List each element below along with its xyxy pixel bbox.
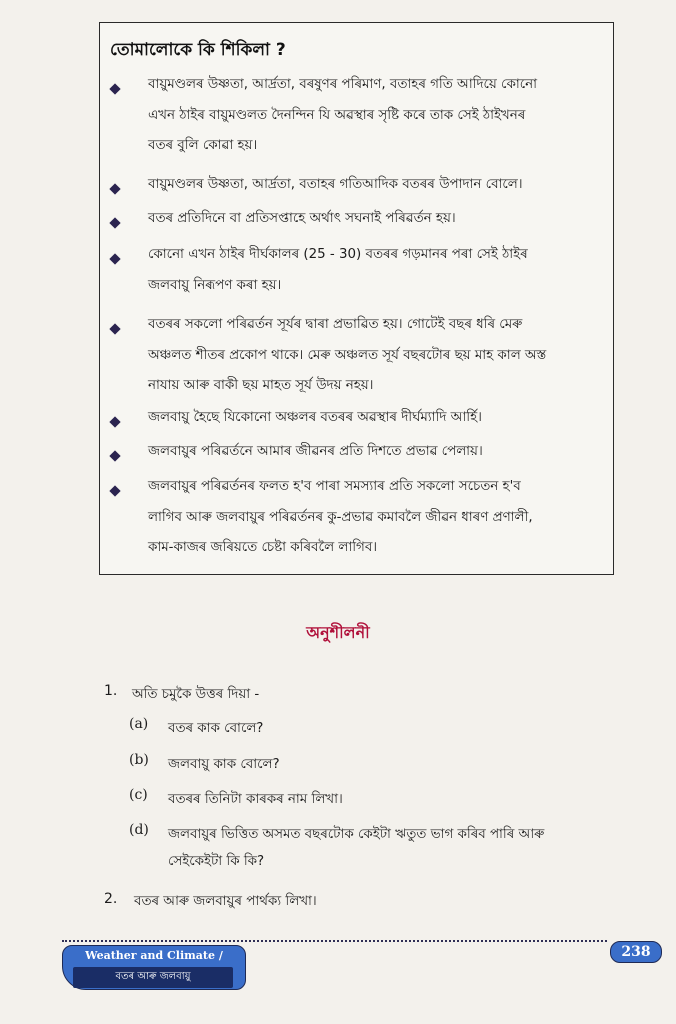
exercise-title: অনুশীলনী <box>306 623 370 642</box>
bullet-line: বায়ুমণ্ডলৰ উষ্ণতা, আৰ্দ্ৰতা, বৰষুণৰ পৰিমাণ, বতাহৰ গতি আদিয়ে কোনো <box>148 77 537 92</box>
bullet-line: কাম-কাজৰ জৰিয়তে চেষ্টা কৰিবলৈ লাগিব। <box>148 540 378 555</box>
footer-divider <box>62 940 607 942</box>
bullet-line: লাগিব আৰু জলবায়ুৰ পৰিৱৰ্তনৰ কু-প্ৰভাৱ কমাবলৈ জীৱন ধাৰণ প্ৰণালী, <box>148 509 533 525</box>
diamond-bullet-icon <box>109 485 120 496</box>
bullet-line: জলবায়ুৰ পৰিৱৰ্তনৰ ফলত হ'ব পাৰা সমস্যাৰ প্ৰতি সকলো সচেতন হ'ব <box>148 479 521 494</box>
bullet-line: জলবায়ু নিৰূপণ কৰা হয়। <box>148 277 282 293</box>
question-number: 1. <box>104 683 118 699</box>
question-text: অতি চমুকৈ উত্তৰ দিয়া - <box>132 687 260 702</box>
sub-question-label: (a) <box>129 716 149 732</box>
chapter-title-assamese: বতৰ আৰু জলবায়ু <box>73 967 233 988</box>
diamond-bullet-icon <box>109 183 120 194</box>
bullet-line: জলবায়ু হৈছে যিকোনো অঞ্চলৰ বতৰৰ অৱস্থাৰ দীৰ্ঘম্যাদি আৰ্হি। <box>148 410 482 425</box>
diamond-bullet-icon <box>109 253 120 264</box>
bullet-line: বতৰ প্ৰতিদিনে বা প্ৰতিসপ্তাহে অৰ্থাৎ সঘনাই পৰিৱৰ্তন হয়। <box>148 211 456 226</box>
summary-box <box>99 22 614 575</box>
summary-bullet-list <box>100 23 613 574</box>
bullet-line: বতৰৰ সকলো পৰিৱৰ্তন সূৰ্যৰ দ্বাৰা প্ৰভাৱিত হয়। গোটেই বছৰ ধৰি মেৰু <box>148 317 523 332</box>
summary-heading: তোমালোকে কি শিকিলা ? <box>110 40 286 60</box>
sub-question-label: (c) <box>129 787 148 803</box>
question-number: 2. <box>104 891 118 907</box>
bullet-line: বায়ুমণ্ডলৰ উষ্ণতা, আৰ্দ্ৰতা, বতাহৰ গতিআদিক বতৰৰ উপাদান বোলে। <box>148 177 523 192</box>
sub-question-label: (d) <box>129 822 149 838</box>
sub-question-text: বতৰৰ তিনিটা কাৰকৰ নাম লিখা। <box>168 792 343 807</box>
diamond-bullet-icon <box>109 83 120 94</box>
sub-question-text: জলবায়ুৰ ভিত্তিত অসমত বছৰটোক কেইটা ঋতুত ভাগ কৰিব পাৰি আৰু <box>168 827 545 842</box>
sub-question-text: জলবায়ু কাক বোলে? <box>168 757 280 772</box>
sub-question-text: সেইকেইটা কি কি? <box>168 854 265 869</box>
bullet-line: কোনো এখন ঠাইৰ দীৰ্ঘকালৰ (25 - 30) বতৰৰ গড়মানৰ পৰা সেই ঠাইৰ <box>148 247 528 262</box>
bullet-line: জলবায়ুৰ পৰিৱৰ্তনে আমাৰ জীৱনৰ প্ৰতি দিশতে প্ৰভাৱ পেলায়। <box>148 444 483 459</box>
diamond-bullet-icon <box>109 323 120 334</box>
bullet-line: এখন ঠাইৰ বায়ুমণ্ডলত দৈনন্দিন যি অৱস্থাৰ সৃষ্টি কৰে তাক সেই ঠাইখনৰ <box>148 107 526 123</box>
chapter-footer-tab <box>62 945 246 990</box>
diamond-bullet-icon <box>109 416 120 427</box>
bullet-line: বতৰ বুলি কোৱা হয়। <box>148 138 258 153</box>
question-text: বতৰ আৰু জলবায়ুৰ পাৰ্থক্য লিখা। <box>134 894 317 909</box>
bullet-line: নাযায় আৰু বাকী ছয় মাহত সূৰ্য উদয় নহয়। <box>148 378 374 393</box>
sub-question-label: (b) <box>129 752 149 768</box>
diamond-bullet-icon <box>109 217 120 228</box>
sub-question-text: বতৰ কাক বোলে? <box>168 721 264 736</box>
diamond-bullet-icon <box>109 450 120 461</box>
page-number: 238 <box>610 941 662 963</box>
chapter-title-english: Weather and Climate / <box>85 949 223 962</box>
bullet-line: অঞ্চলত শীতৰ প্ৰকোপ থাকে। মেৰু অঞ্চলত সূৰ্য বছৰটোৰ ছয় মাহ কাল অস্ত <box>148 347 547 363</box>
